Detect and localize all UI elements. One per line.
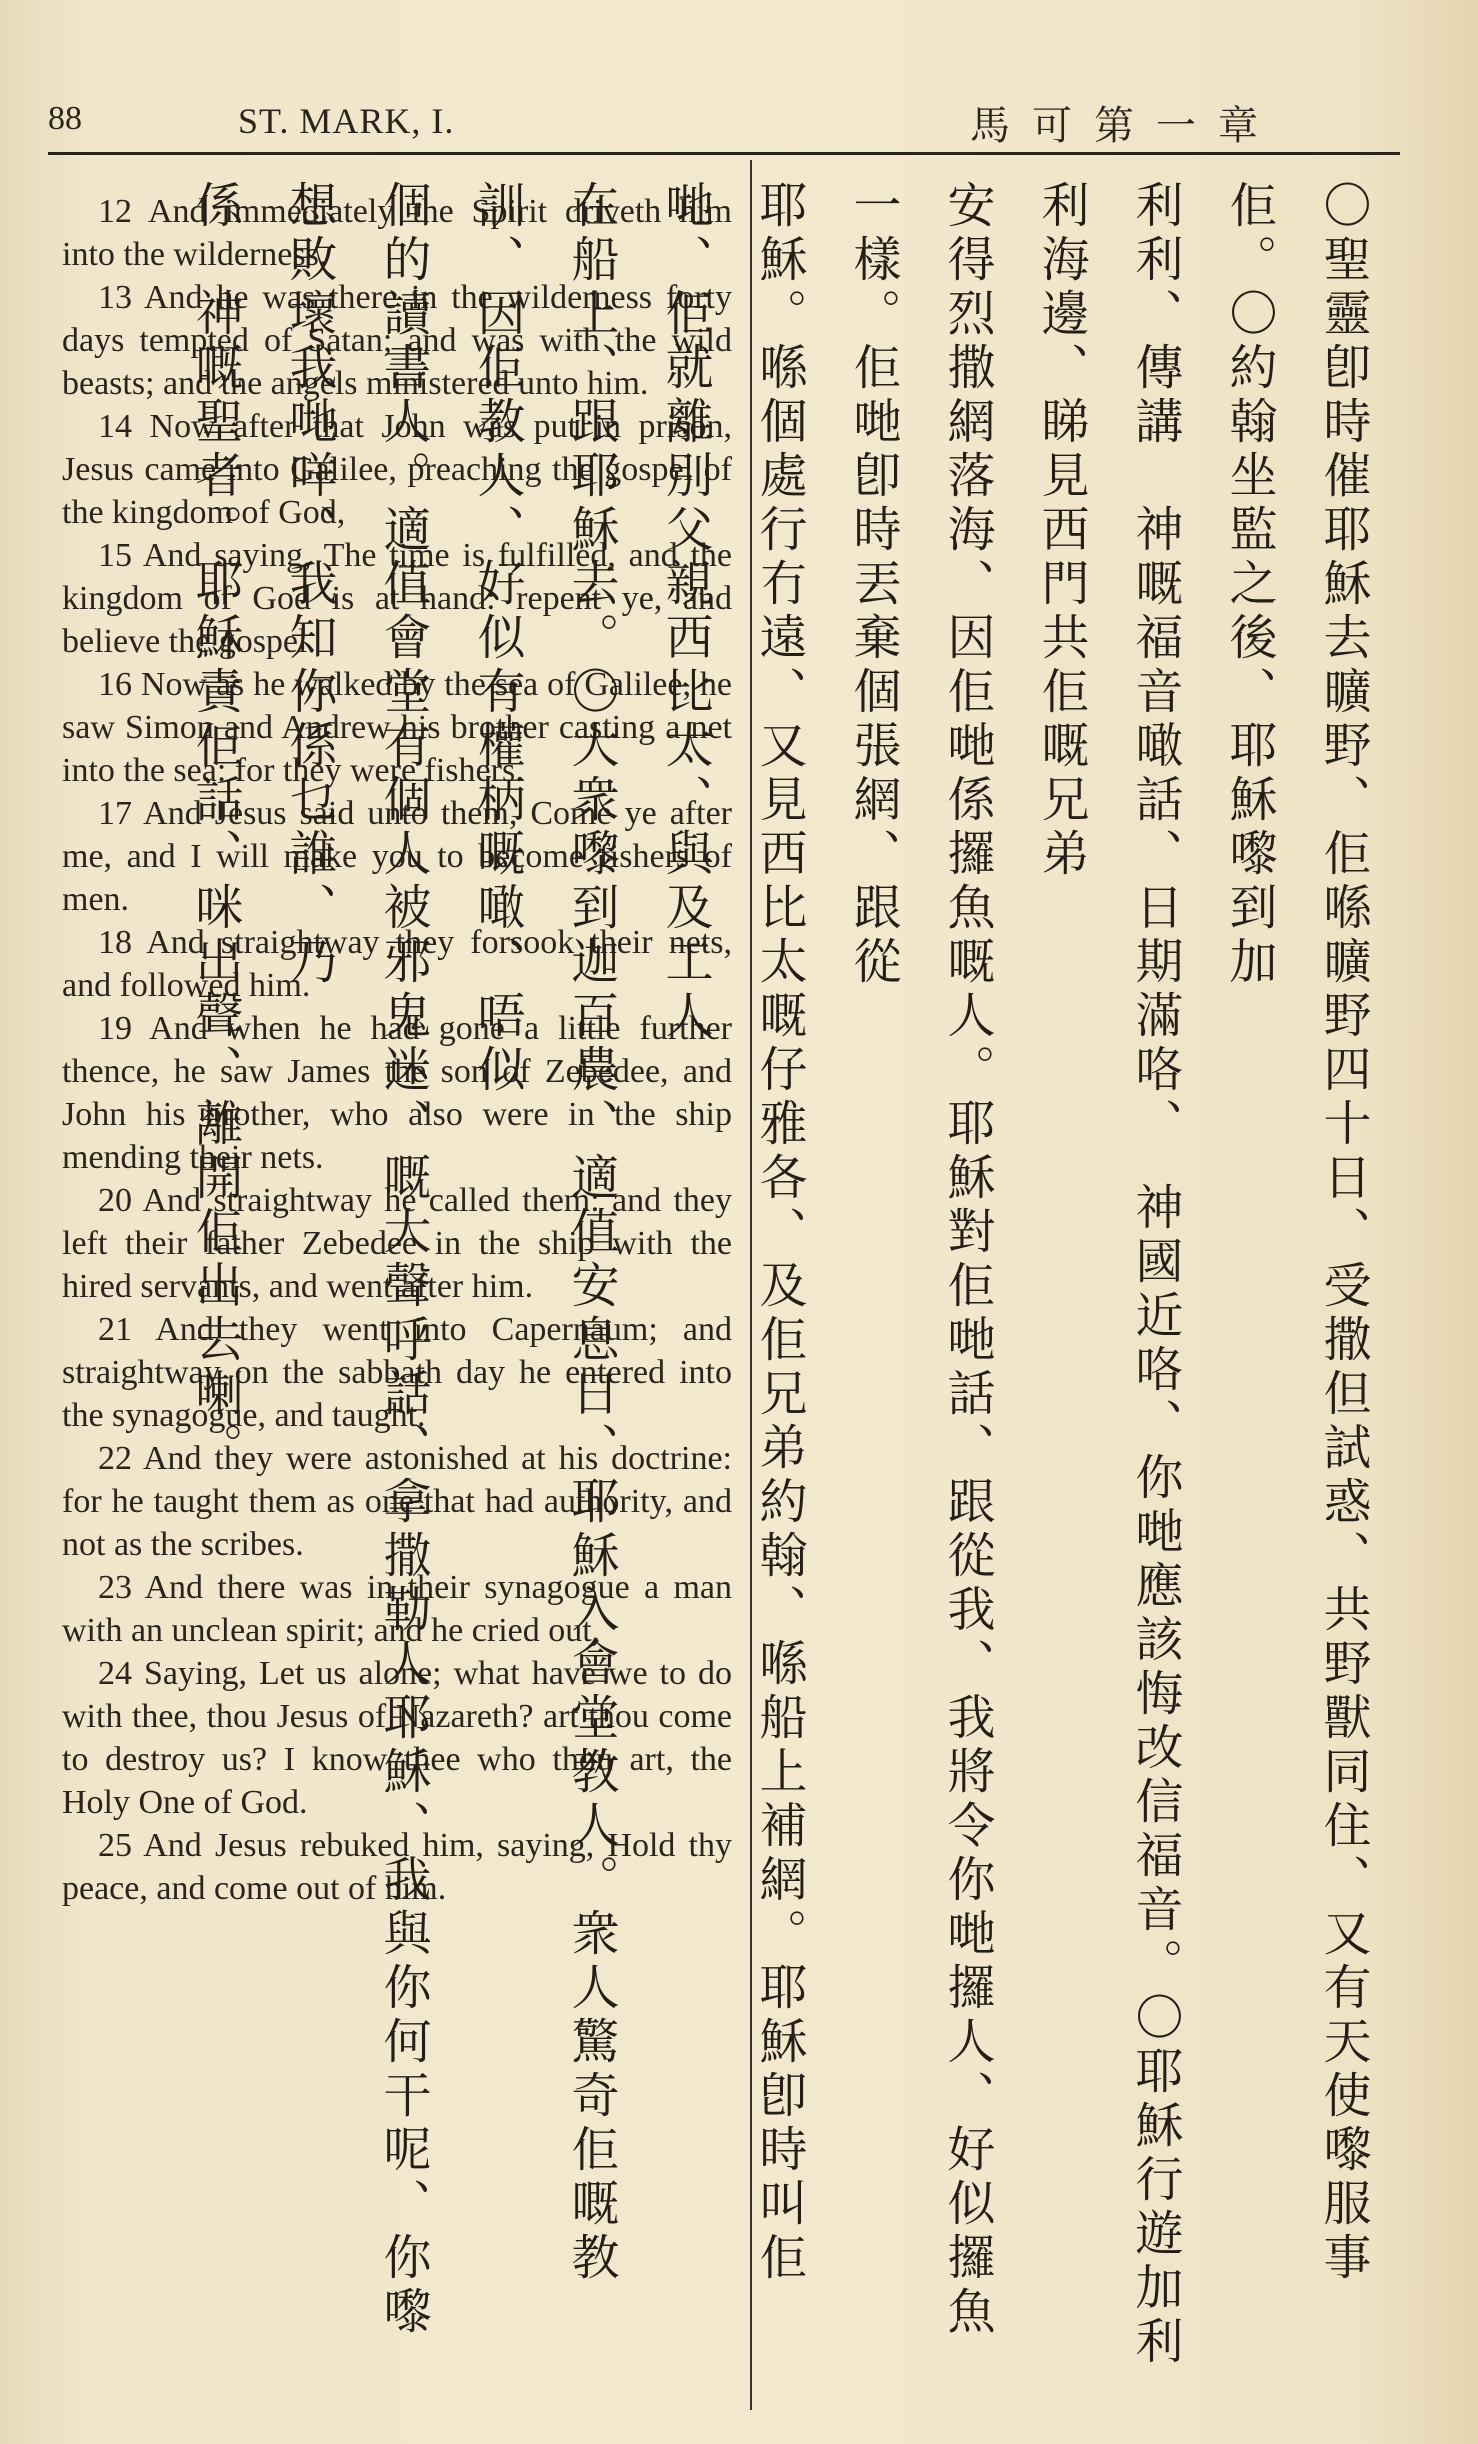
chinese-column-1: 〇聖靈卽時催耶穌去曠野、佢喺曠野四十日、受撒但試惑、共野獸同住、又有天使嚟服事佢。〇約翰坐監之後、耶穌嚟到加 xyxy=(1221,180,1371,2286)
chinese-column-3: 安得烈撒網落海、因佢哋係攞魚嘅人。耶穌對佢哋話、跟從我、我將令你哋攞人、好似攞魚一樣。佢哋卽時丟棄個張網、跟從 xyxy=(845,180,995,2340)
verse-number: 23 xyxy=(98,1569,132,1606)
chinese-column-5: 在船上、跟耶穌去。〇大衆嚟到迦百農、適值安息日、耶穌入會堂教人。衆人驚奇佢嘅教訓、因佢教人、好似有權柄嘅噉、唔似 xyxy=(469,180,619,2286)
verse-number: 18 xyxy=(98,924,132,961)
header-rule xyxy=(48,152,1400,155)
verse-number: 21 xyxy=(98,1311,132,1348)
verse-number: 14 xyxy=(98,408,132,445)
verse-number: 15 xyxy=(98,537,132,574)
verse-number: 24 xyxy=(98,1655,132,1692)
verse-text: And straightway they forsook their nets, and followed him. xyxy=(62,924,732,1004)
verse-number: 25 xyxy=(98,1827,132,1864)
verse-text: Saying, Let us alone; what have we to do with thee, thou Jesus of Nazareth? art thou come to destroy us? I know thee who thou art, the Holy One of God. xyxy=(62,1655,732,1821)
verse-number: 16 xyxy=(98,666,132,703)
verse-text: And saying, The time is fulfilled, and the kingdom of God is at hand: repent ye, and believe the gospel. xyxy=(62,537,732,660)
chinese-column-2: 利利、傳講 神嘅福音噉話、日期滿咯、 神國近咯、你哋應該悔改信福音。〇耶穌行遊加利利海邊、睇見西門共佢嘅兄弟 xyxy=(1033,180,1183,2370)
verse-number: 19 xyxy=(98,1010,132,1047)
verse-text: And he was there in the wilderness forty days tempted of Satan; and was with the wild beasts; and the angels ministered unto him. xyxy=(62,279,732,402)
verse-text: And there was in their synagogue a man with an unclean spirit; and he cried out, xyxy=(62,1569,732,1649)
chinese-column-6: 個的讀書人。適值會堂有個人被邪鬼迷、嘅大聲呼話、拿撒勒人耶穌、我與你何干呢、你嚟想敗壞我哋咩、我知你係乜誰、乃 xyxy=(281,180,431,2340)
chinese-running-title: 馬可第一章 xyxy=(970,103,1280,149)
verse-text: And Jesus rebuked him, saying, Hold thy peace, and come out of him. xyxy=(62,1827,732,1907)
verse-number: 13 xyxy=(98,279,132,316)
chinese-column-4: 耶穌。喺個處行冇遠、又見西比太嘅仔雅各、及佢兄弟約翰、喺船上補網。耶穌卽時叫佢哋、佢就離別父親西比太、與及工人 xyxy=(657,180,807,2286)
chinese-column-7: 係 神嘅聖者。耶穌責佢話、咪出聲、離開佢出去喇。 xyxy=(187,180,243,1476)
verse-number: 17 xyxy=(98,795,132,832)
page-header xyxy=(48,92,1400,152)
verse-number: 12 xyxy=(98,193,132,230)
verse-number: 20 xyxy=(98,1182,132,1219)
verse-number: 22 xyxy=(98,1440,132,1477)
verse-text: And when he had gone a little further thence, he saw James the son of Zebedee, and John his brother, who also were in the ship mending their nets. xyxy=(62,1010,732,1176)
verse-text: And Jesus said unto them, Come ye after me, and I will make you to become fishers of men. xyxy=(62,795,732,918)
page-number: 88 xyxy=(48,100,82,137)
verse-text: And they went into Capernaum; and straightway on the sabbath day he entered into the synagogue, and taught. xyxy=(62,1311,732,1434)
verse-text: Now after that John was put in prison, Jesus came into Galilee, preaching the gospel of the kingdom of God, xyxy=(62,408,732,531)
verse-text: And straightway he called them: and they left their father Zebedee in the ship with the hired servants, and went after him. xyxy=(62,1182,732,1305)
verse-text: Now as he walked by the sea of Galilee, he saw Simon and Andrew his brother casting a net into the sea: for they were fishers. xyxy=(62,666,732,789)
verse-text: And immediately the Spirit driveth him into the wilderness. xyxy=(62,193,732,273)
verse-text: And they were astonished at his doctrine: for he taught them as one that had authority, and not as the scribes. xyxy=(62,1440,732,1563)
running-title: ST. MARK, I. xyxy=(238,101,455,141)
